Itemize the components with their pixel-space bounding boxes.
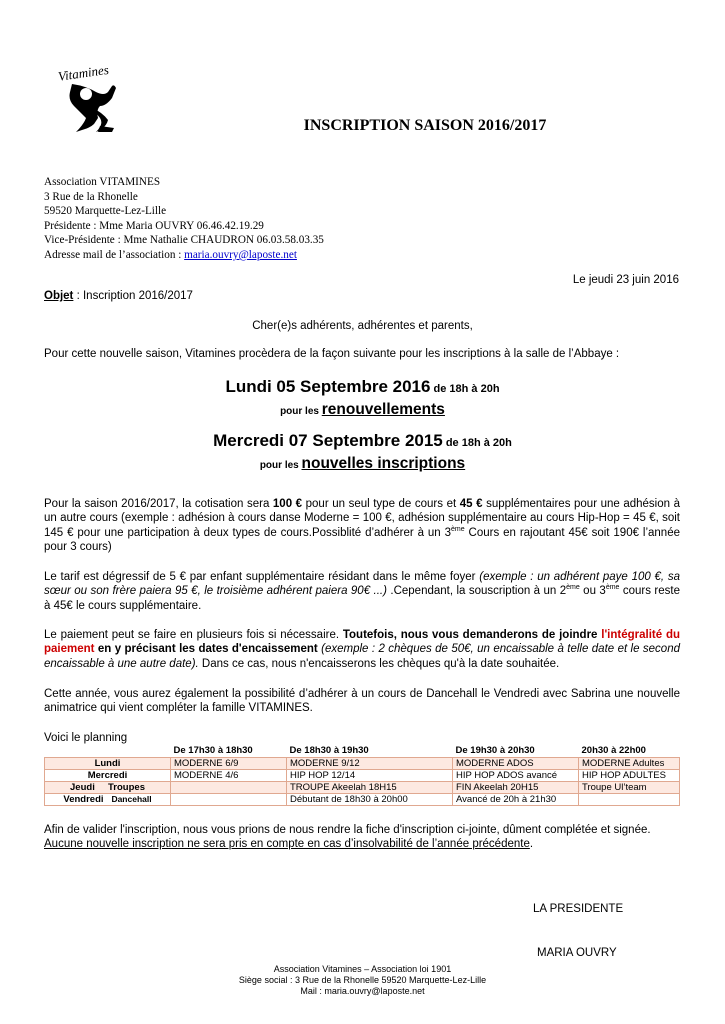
address-line: 59520 Marquette-Lez-Lille <box>44 205 167 218</box>
fees-paragraph: Pour la saison 2016/2017, la cotisation sera 100 € pour un seul type de cours et 45 € supplémentaires pour une adhésion à un autre cours (exemple : adhésion à cours danse Moderne = 100 €, adhésion supplémentaire au cours Hip-Hop = 45 €, soit 145 € pour une participation à deux types de cours.Possiblité d’adhérer à un 3ème Cours en rajoutant 45€ soit 190€ l’année pour 3 cours) <box>44 498 680 554</box>
table-cell: HIP HOP ADULTES <box>579 770 680 782</box>
day-cell: Jeudi Troupes <box>45 782 171 794</box>
table-header-row <box>45 743 680 758</box>
address-line: Vice-Présidente : Mme Nathalie CHAUDRON 06.03.58.03.35 <box>44 234 324 247</box>
table-header <box>45 743 171 758</box>
table-cell <box>171 794 287 806</box>
validation-text: Afin de valider l'inscription, nous vous prions de nous rendre la fiche d'inscription ci-jointe, dûment complétée et signée. <box>44 824 651 836</box>
table-cell: TROUPE Akeelah 18H15 <box>287 782 453 794</box>
planning-table <box>44 743 680 806</box>
address-line: Association VITAMINES <box>44 176 161 188</box>
table-cell: MODERNE Adultes <box>579 758 680 770</box>
footer-line: Mail : maria.ouvry@laposte.net <box>300 986 425 997</box>
day-cell: Mercredi <box>45 770 171 782</box>
address-line: 3 Rue de la Rhonelle <box>44 190 138 203</box>
subject-line: Objet : Inscription 2016/2017 <box>44 290 193 302</box>
table-cell <box>171 782 287 794</box>
table-cell: HIP HOP 12/14 <box>287 770 453 782</box>
logo-text: Vitamines <box>57 62 110 84</box>
table-cell: Troupe Ul’team <box>579 782 680 794</box>
table-cell: Débutant de 18h30 à 20h00 <box>287 794 453 806</box>
association-address <box>44 175 324 263</box>
letter-date: Le jeudi 23 juin 2016 <box>572 274 679 286</box>
table-cell: FIN Akeelah 20H15 <box>453 782 579 794</box>
intro-text: Pour cette nouvelle saison, Vitamines procèdera de la façon suivante pour les inscriptions à la salle de l’Abbaye : <box>44 348 620 360</box>
page-title: INSCRIPTION SAISON 2016/2017 <box>303 117 547 134</box>
table-cell: MODERNE 4/6 <box>171 770 287 782</box>
page-footer <box>0 964 725 998</box>
signature-role: LA PRESIDENTE <box>533 903 624 915</box>
table-cell: HIP HOP ADOS avancé <box>453 770 579 782</box>
table-row <box>45 770 680 782</box>
day-cell: Lundi <box>45 758 171 770</box>
table-header: De 19h30 à 20h30 <box>455 744 535 756</box>
session-new-date: Mercredi 07 Septembre 2015 de 18h à 20h <box>213 431 512 450</box>
table-row <box>45 758 680 770</box>
table-cell: MODERNE ADOS <box>453 758 579 770</box>
signature-name: MARIA OUVRY <box>537 947 617 959</box>
discount-paragraph: Le tarif est dégressif de 5 € par enfant supplémentaire résidant dans le même foyer (exemple : un adhérent paye 100 €, sa sœur ou son frère paiera 95 €, le troisième adhérent paiera 90€ ...) .Cependant, la souscription à un 2ème ou 3ème cours reste à 45€ le cours supplémentaire. <box>44 571 680 612</box>
table-row <box>45 794 680 806</box>
table-header: 20h30 à 22h00 <box>581 744 646 756</box>
table-header: De 17h30 à 18h30 <box>173 744 253 756</box>
address-mail-line: Adresse mail de l’association : maria.ouvry@laposte.net <box>44 248 297 261</box>
footer-line: Siège social : 3 Rue de la Rhonelle 59520 Marquette-Lez-Lille <box>238 975 487 986</box>
payment-paragraph: Le paiement peut se faire en plusieurs fois si nécessaire. Toutefois, nous vous demanderons de joindre l'intégralité du paiement en y précisant les dates d'encaissement (exemple : 2 chèques de 50€, un encaissable à telle date et le second encaissable à une autre date). Dans ce cas, nous n'encaisserons les chèques qu'à la date souhaitée. <box>44 629 680 670</box>
table-cell: Avancé de 20h à 21h30 <box>453 794 579 806</box>
dancehall-paragraph: Cette année, vous aurez également la possibilité d’adhérer à un cours de Dancehall le Vendredi avec Sabrina une nouvelle animatrice qui vient compléter la famille VITAMINES. <box>44 688 680 715</box>
insolvency-warning: Aucune nouvelle inscription ne sera pris en compte en cas d’insolvabilité de l’année précédente. <box>44 838 534 851</box>
greeting: Cher(e)s adhérents, adhérentes et parents, <box>252 320 473 332</box>
table-cell: MODERNE 6/9 <box>171 758 287 770</box>
table-row <box>45 782 680 794</box>
table-header: De 18h30 à 19h30 <box>289 744 369 756</box>
planning-label: Voici le planning <box>44 732 128 744</box>
day-cell: Vendredi Dancehall <box>45 794 171 806</box>
table-cell: MODERNE 9/12 <box>287 758 453 770</box>
session-new-label: pour les nouvelles inscriptions <box>259 455 466 472</box>
address-line: Présidente : Mme Maria OUVRY 06.46.42.19.29 <box>44 219 264 232</box>
table-cell <box>579 794 680 806</box>
session-renewals-date: Lundi 05 Septembre 2016 de 18h à 20h <box>225 377 500 396</box>
email-link[interactable]: maria.ouvry@laposte.net <box>184 248 297 261</box>
footer-line: Association Vitamines – Association loi 1901 <box>273 964 452 974</box>
validation-paragraph <box>44 823 680 852</box>
session-renewals-label: pour les renouvellements <box>280 401 445 418</box>
